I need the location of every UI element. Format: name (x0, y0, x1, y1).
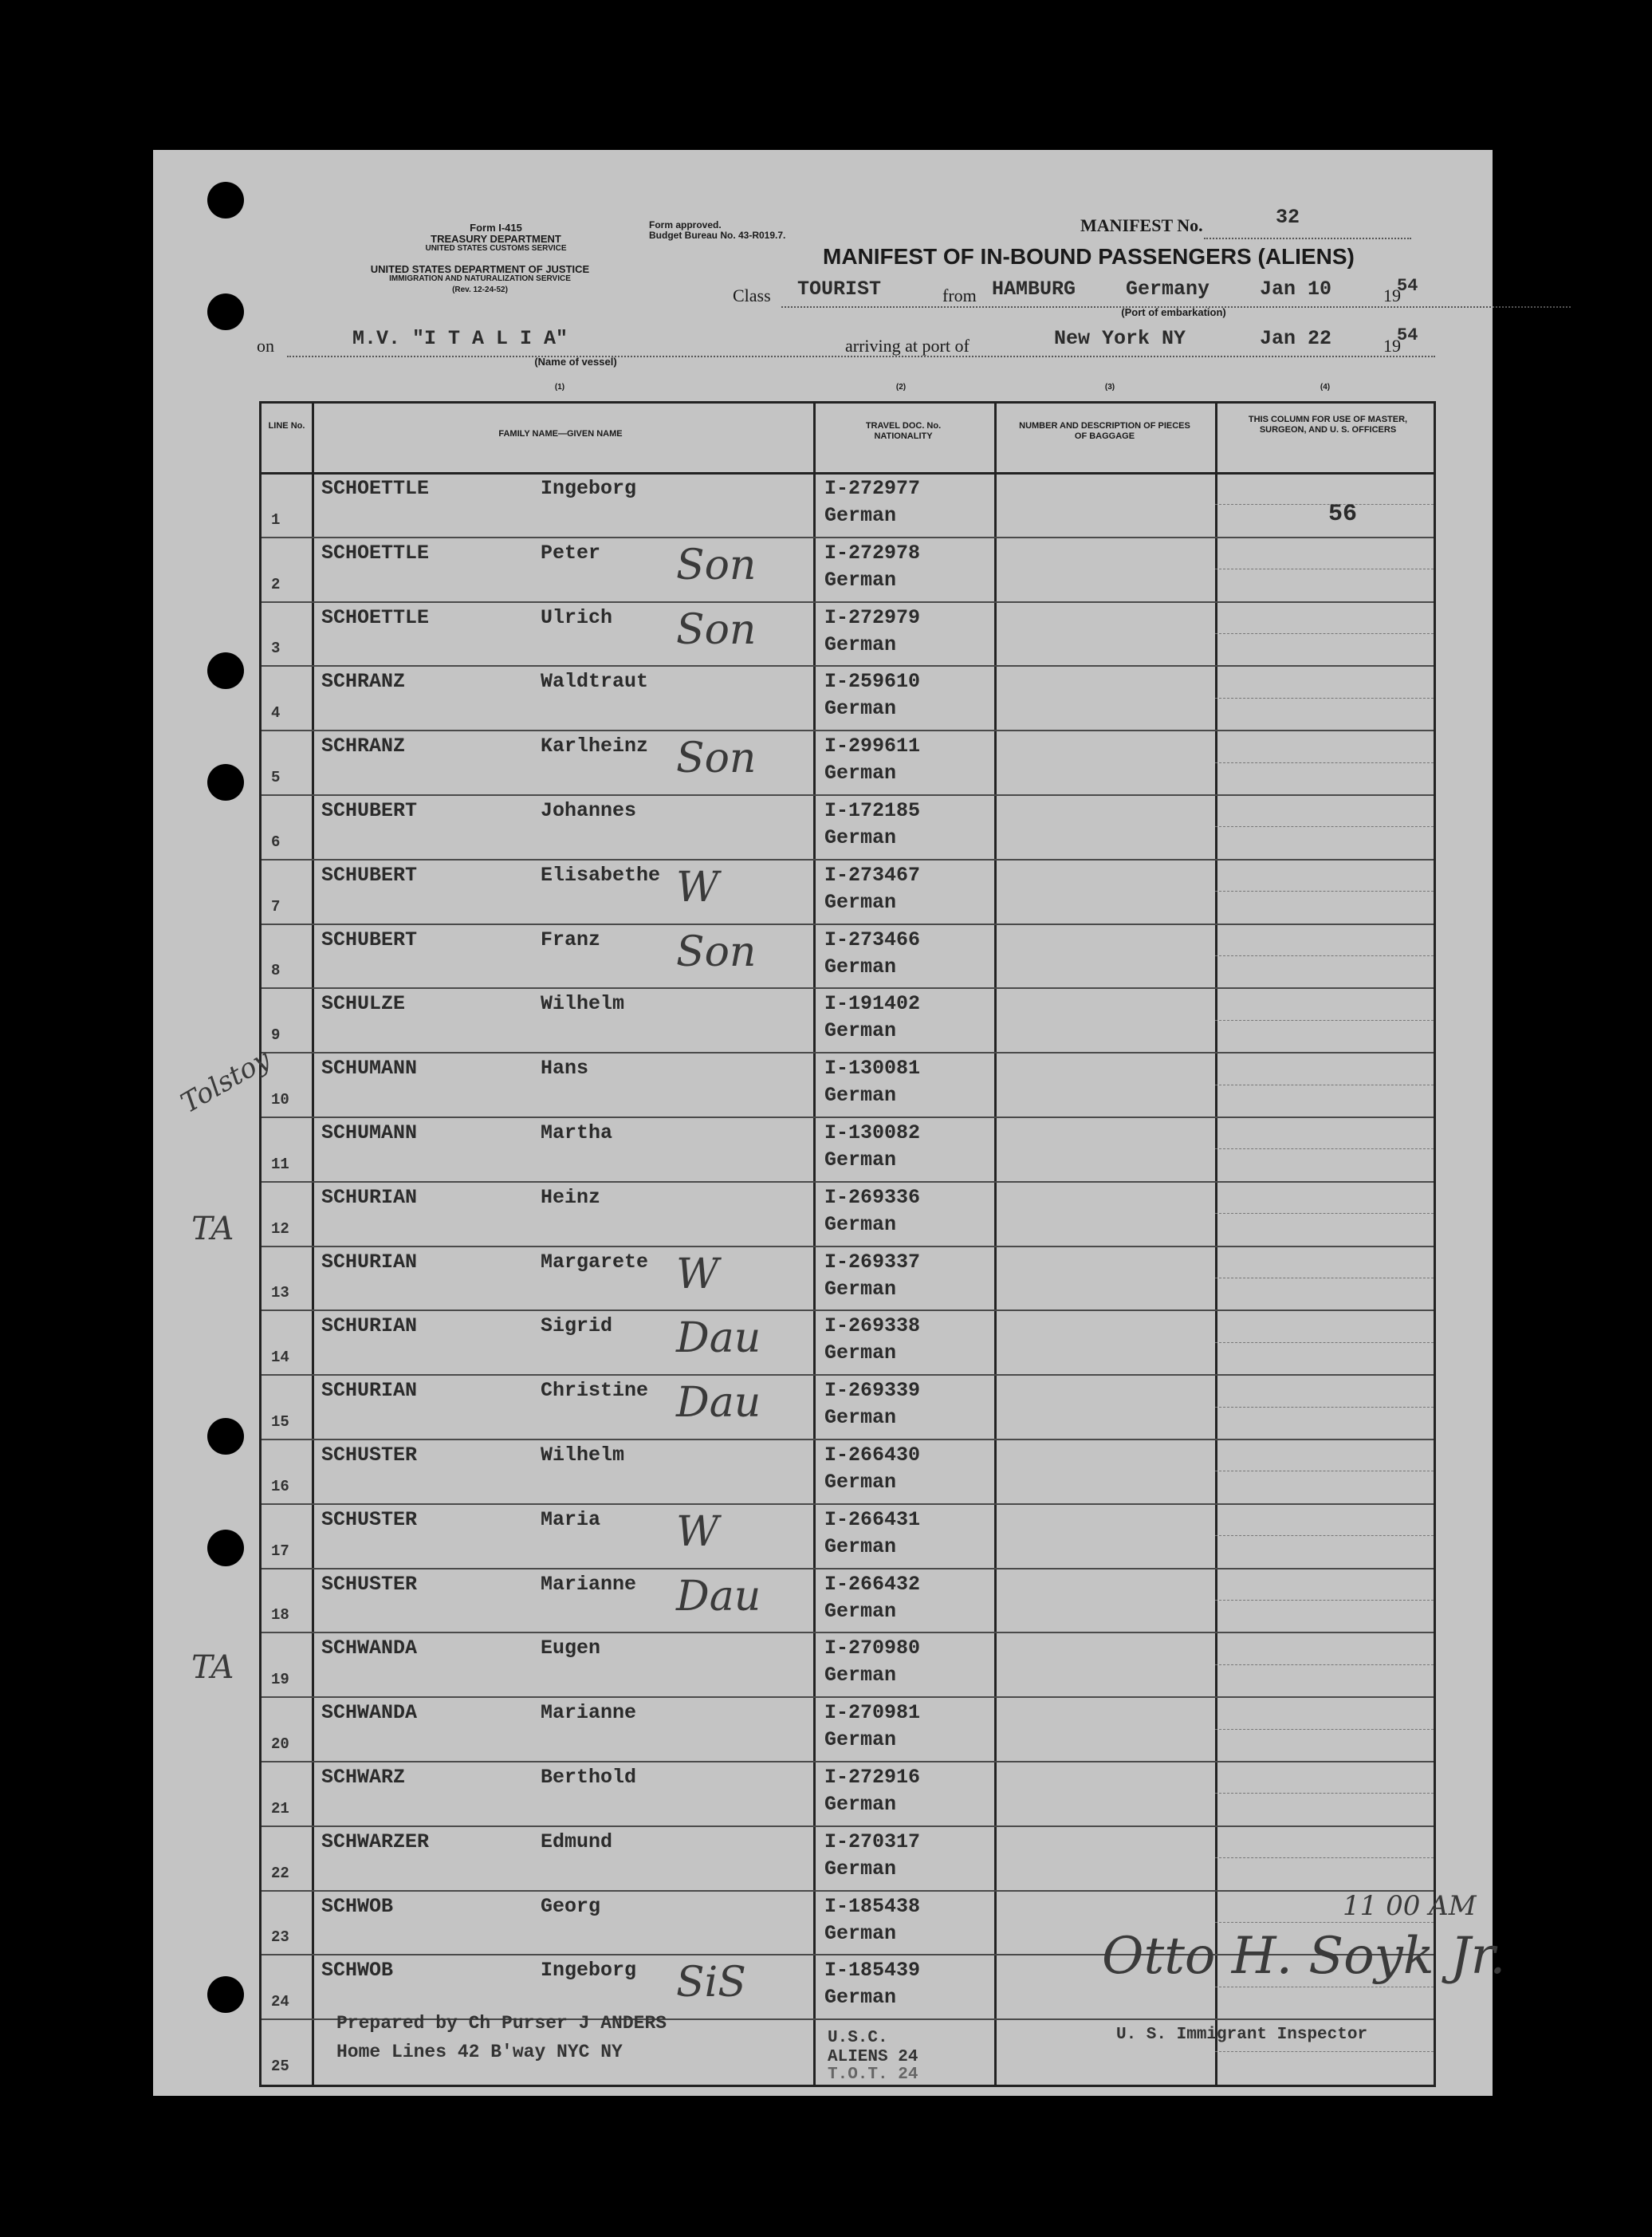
travel-doc-number: I-272978 (824, 541, 921, 565)
nationality: German (824, 1793, 897, 1816)
table-row (262, 1825, 1434, 1890)
travel-doc-number: I-270981 (824, 1701, 921, 1725)
travel-doc-number: I-259610 (824, 670, 921, 694)
nationality: German (824, 1986, 897, 2010)
given-name: Johannes (541, 799, 637, 822)
family-name: SCHURIAN (321, 1185, 418, 1209)
manifest-number: 32 (1276, 206, 1300, 229)
binder-hole (207, 182, 244, 219)
line-number: 25 (271, 2057, 289, 2075)
vessel-caption: (Name of vessel) (534, 356, 617, 368)
officer-subline (1215, 955, 1434, 956)
row-divider (262, 1632, 1434, 1633)
officer-subline (1215, 1535, 1434, 1536)
line-number: 16 (271, 1477, 289, 1495)
nationality: German (824, 1534, 897, 1558)
binder-hole (207, 1530, 244, 1566)
col-num-3: (3) (1104, 383, 1115, 392)
nationality: German (824, 1728, 897, 1752)
arrival-port: New York NY (1054, 327, 1186, 350)
time-mark: 11 00 AM (1343, 1890, 1477, 1922)
vessel-name: M.V. "I T A L I A" (352, 327, 568, 350)
row-divider (262, 1568, 1434, 1569)
form-approved: Form approved. (649, 219, 722, 230)
nationality: German (824, 1212, 897, 1236)
relationship-note: Son (676, 927, 757, 976)
officer-subline (1215, 826, 1434, 827)
aliens-count: ALIENS 24 (828, 2048, 918, 2066)
relationship-note: W (676, 1507, 719, 1556)
table-row (262, 730, 1434, 794)
binder-hole (207, 1976, 244, 2013)
travel-doc-number: I-266430 (824, 1443, 921, 1467)
arrival-date: Jan 22 (1260, 327, 1332, 350)
table-row (262, 1696, 1434, 1761)
given-name: Hans (541, 1057, 589, 1081)
ins-service: IMMIGRATION AND NATURALIZATION SERVICE (389, 274, 571, 283)
nationality: German (824, 1084, 897, 1108)
family-name: SCHOETTLE (321, 605, 430, 629)
table-row (262, 1439, 1434, 1503)
row-divider (262, 1696, 1434, 1698)
family-name: SCHUBERT (321, 799, 418, 822)
line-number: 21 (271, 1799, 289, 1818)
family-name: SCHUMANN (321, 1057, 418, 1081)
table-row (262, 1503, 1434, 1568)
travel-doc-number: I-185438 (824, 1894, 921, 1918)
manifest-no-line (1204, 238, 1411, 239)
line-number: 7 (271, 897, 281, 916)
travel-doc-number: I-272979 (824, 605, 921, 629)
family-name: SCHWARZER (321, 1829, 430, 1853)
given-name: Ulrich (541, 605, 613, 629)
line-number: 12 (271, 1219, 289, 1238)
travel-doc-number: I-172185 (824, 799, 921, 822)
table-row (262, 924, 1434, 988)
col-num-2: (2) (895, 383, 907, 392)
row-divider (262, 1503, 1434, 1505)
manifest-title: MANIFEST OF IN-BOUND PASSENGERS (ALIENS) (823, 244, 1355, 269)
line-number: 23 (271, 1928, 289, 1947)
officer-subline (1215, 1729, 1434, 1730)
col-header-travel-doc: TRAVEL DOC. No. NATIONALITY (865, 421, 942, 441)
given-name: Maria (541, 1507, 601, 1531)
table-row (262, 794, 1434, 859)
line-number: 13 (271, 1284, 289, 1302)
table-row (262, 1568, 1434, 1632)
revision-date: (Rev. 12-24-52) (452, 286, 508, 294)
travel-doc-number: I-272977 (824, 477, 921, 500)
form-number: Form I-415 (470, 222, 522, 234)
travel-doc-number: I-266431 (824, 1507, 921, 1531)
tot-count: T.O.T. 24 (828, 2066, 918, 2084)
line-number: 19 (271, 1671, 289, 1689)
travel-doc-number: I-269338 (824, 1314, 921, 1338)
officer-subline (1215, 504, 1434, 505)
table-row (262, 472, 1434, 537)
given-name: Margarete (541, 1250, 649, 1274)
row-divider (262, 1439, 1434, 1440)
travel-doc-number: I-273466 (824, 927, 921, 951)
travel-doc-number: I-273467 (824, 863, 921, 887)
relationship-note: W (676, 863, 719, 912)
line-number: 17 (271, 1542, 289, 1560)
col-num-4: (4) (1320, 383, 1331, 392)
table-row (262, 859, 1434, 924)
embark-port: HAMBURG (992, 278, 1076, 301)
col-header-baggage: NUMBER AND DESCRIPTION OF PIECES OF BAGGAGE (1019, 421, 1190, 441)
table-row (262, 1632, 1434, 1696)
given-name: Elisabethe (541, 863, 661, 887)
family-name: SCHWOB (321, 1894, 394, 1918)
table-row (262, 1181, 1434, 1246)
relationship-note: Son (676, 541, 757, 589)
travel-doc-number: I-272916 (824, 1766, 921, 1789)
relationship-note: Dau (676, 1314, 761, 1363)
row-divider (262, 1246, 1434, 1247)
customs-service: UNITED STATES CUSTOMS SERVICE (425, 244, 567, 253)
given-name: Christine (541, 1379, 649, 1403)
given-name: Sigrid (541, 1314, 613, 1338)
budget-bureau: Budget Bureau No. 43-R019.7. (649, 230, 786, 241)
nationality: German (824, 762, 897, 786)
travel-doc-number: I-269336 (824, 1185, 921, 1209)
travel-doc-number: I-130082 (824, 1121, 921, 1144)
line-number: 3 (271, 640, 281, 658)
embark-caption: (Port of embarkation) (1121, 306, 1226, 318)
given-name: Wilhelm (541, 1443, 625, 1467)
row-divider (262, 924, 1434, 925)
given-name: Martha (541, 1121, 613, 1144)
officer-count: 56 (1328, 501, 1358, 528)
line-number: 10 (271, 1090, 289, 1109)
relationship-note: Son (676, 605, 757, 654)
nationality: German (824, 1341, 897, 1365)
table-row (262, 1117, 1434, 1181)
table-row (262, 1310, 1434, 1374)
line-number: 15 (271, 1412, 289, 1431)
col-header-line-no: LINE No. (268, 421, 305, 431)
row-divider (262, 1374, 1434, 1376)
line-number: 4 (271, 704, 281, 723)
officer-subline (1215, 1857, 1434, 1858)
family-name: SCHOETTLE (321, 541, 430, 565)
binder-hole (207, 764, 244, 801)
given-name: Marianne (541, 1701, 637, 1725)
passenger-table (259, 401, 1436, 2087)
line-number: 8 (271, 962, 281, 980)
given-name: Eugen (541, 1636, 601, 1660)
given-name: Georg (541, 1894, 601, 1918)
table-row (262, 1052, 1434, 1117)
margin-note-tolstoy: Tolstoy (175, 1043, 276, 1120)
officer-subline (1215, 1664, 1434, 1665)
given-name: Berthold (541, 1766, 637, 1789)
travel-doc-number: I-269337 (824, 1250, 921, 1274)
line-number: 5 (271, 768, 281, 786)
travel-doc-number: I-270317 (824, 1829, 921, 1853)
row-divider (262, 1761, 1434, 1762)
given-name: Karlheinz (541, 735, 649, 758)
row-divider (262, 537, 1434, 538)
usc-mark: U.S.C. (828, 2029, 888, 2047)
nationality: German (824, 1921, 897, 1945)
officer-subline (1215, 762, 1434, 763)
relationship-note: Dau (676, 1572, 761, 1621)
binder-hole (207, 652, 244, 689)
travel-doc-number: I-270980 (824, 1636, 921, 1660)
col-header-officers: THIS COLUMN FOR USE OF MASTER, SURGEON, AND U. S. OFFICERS (1248, 415, 1408, 435)
row-divider (262, 1117, 1434, 1118)
margin-note-ta: TA (191, 1211, 234, 1247)
row-divider (262, 601, 1434, 603)
travel-doc-number: I-299611 (824, 735, 921, 758)
family-name: SCHUSTER (321, 1507, 418, 1531)
justice-dept: UNITED STATES DEPARTMENT OF JUSTICE (370, 263, 590, 275)
family-name: SCHUSTER (321, 1572, 418, 1596)
relationship-note: Son (676, 735, 757, 783)
travel-doc-number: I-130081 (824, 1057, 921, 1081)
given-name: Wilhelm (541, 992, 625, 1016)
binder-hole (207, 1418, 244, 1455)
family-name: SCHWANDA (321, 1636, 418, 1660)
officer-subline (1215, 2051, 1434, 2052)
line-number: 6 (271, 833, 281, 851)
officer-subline (1215, 1148, 1434, 1149)
family-name: SCHWARZ (321, 1766, 406, 1789)
manifest-page (153, 150, 1506, 2096)
given-name: Ingeborg (541, 1959, 637, 1983)
travel-doc-number: I-185439 (824, 1959, 921, 1983)
table-row (262, 537, 1434, 601)
given-name: Peter (541, 541, 601, 565)
table-row (262, 987, 1434, 1052)
family-name: SCHULZE (321, 992, 406, 1016)
nationality: German (824, 1599, 897, 1623)
family-name: SCHRANZ (321, 735, 406, 758)
family-name: SCHUBERT (321, 927, 418, 951)
row-divider (262, 730, 1434, 731)
row-divider (262, 1181, 1434, 1183)
line-number: 9 (271, 1026, 281, 1045)
relationship-note: SiS (676, 1959, 746, 2007)
officer-subline (1215, 891, 1434, 892)
embark-country: Germany (1126, 278, 1210, 301)
manifest-no-label: MANIFEST No. (1080, 215, 1203, 235)
line-number: 18 (271, 1606, 289, 1625)
travel-doc-number: I-191402 (824, 992, 921, 1016)
given-name: Franz (541, 927, 601, 951)
line-number: 11 (271, 1155, 289, 1173)
family-name: SCHURIAN (321, 1379, 418, 1403)
nationality: German (824, 697, 897, 721)
officer-subline (1215, 1922, 1434, 1923)
nationality: German (824, 1471, 897, 1494)
officer-subline (1215, 1600, 1434, 1601)
nationality: German (824, 1857, 897, 1881)
col-num-1: (1) (554, 383, 565, 392)
line-number: 24 (271, 1993, 289, 2011)
family-name: SCHUSTER (321, 1443, 418, 1467)
nationality: German (824, 504, 897, 527)
given-name: Marianne (541, 1572, 637, 1596)
arrival-year-prefix: 19 (1383, 336, 1401, 356)
table-row (262, 601, 1434, 666)
travel-doc-number: I-266432 (824, 1572, 921, 1596)
family-name: SCHWOB (321, 1959, 394, 1983)
col-header-name: FAMILY NAME—GIVEN NAME (498, 429, 623, 439)
relationship-note: W (676, 1250, 719, 1298)
row-divider (262, 859, 1434, 861)
officer-subline (1215, 1793, 1434, 1794)
inspector-signature: Otto H. Soyk Jr. (1102, 1927, 1506, 1986)
class-value: TOURIST (797, 278, 882, 301)
family-name: SCHUMANN (321, 1121, 418, 1144)
nationality: German (824, 568, 897, 592)
nationality: German (824, 826, 897, 849)
table-row (262, 665, 1434, 730)
margin-note-ta: TA (191, 1649, 234, 1686)
given-name: Waldtraut (541, 670, 649, 694)
family-name: SCHWANDA (321, 1701, 418, 1725)
family-name: SCHURIAN (321, 1250, 418, 1274)
nationality: German (824, 632, 897, 656)
nationality: German (824, 890, 897, 914)
officer-subline (1215, 1342, 1434, 1343)
travel-doc-number: I-269339 (824, 1379, 921, 1403)
table-row (262, 1761, 1434, 1825)
given-name: Edmund (541, 1829, 613, 1853)
nationality: German (824, 1148, 897, 1172)
treasury-dept: TREASURY DEPARTMENT (431, 233, 561, 245)
table-row (262, 1374, 1434, 1439)
year-prefix: 19 (1383, 286, 1401, 305)
family-name: SCHRANZ (321, 670, 406, 694)
row-divider (262, 1890, 1434, 1892)
prepared-by: Prepared by Ch Purser J ANDERS (336, 2013, 667, 2034)
embark-year: 54 (1397, 276, 1418, 296)
nationality: German (824, 1664, 897, 1688)
officer-subline (1215, 1020, 1434, 1021)
arrival-year: 54 (1397, 325, 1418, 345)
table-row (262, 1246, 1434, 1310)
line-number: 1 (271, 510, 281, 529)
officer-subline (1215, 1407, 1434, 1408)
given-name: Heinz (541, 1185, 601, 1209)
officer-subline (1215, 698, 1434, 699)
row-divider (262, 1310, 1434, 1311)
arriving-label: arriving at port of (845, 336, 970, 356)
family-name: SCHURIAN (321, 1314, 418, 1338)
officer-subline (1215, 1213, 1434, 1214)
nationality: German (824, 1406, 897, 1430)
line-number: 20 (271, 1735, 289, 1753)
nationality: German (824, 1277, 897, 1301)
row-divider (262, 1052, 1434, 1054)
on-label: on (257, 336, 274, 356)
row-divider (262, 987, 1434, 989)
from-label: from (942, 286, 977, 305)
class-label: Class (733, 286, 771, 305)
row-divider (262, 794, 1434, 796)
row-divider (262, 1825, 1434, 1827)
given-name: Ingeborg (541, 477, 637, 500)
row-divider (262, 665, 1434, 667)
line-number: 14 (271, 1349, 289, 1367)
embark-date: Jan 10 (1260, 278, 1332, 301)
relationship-note: Dau (676, 1379, 761, 1428)
officer-subline (1215, 633, 1434, 634)
family-name: SCHUBERT (321, 863, 418, 887)
nationality: German (824, 1019, 897, 1043)
line-number: 2 (271, 575, 281, 593)
nationality: German (824, 955, 897, 979)
prepared-address: Home Lines 42 B'way NYC NY (336, 2042, 623, 2062)
line-number: 22 (271, 1864, 289, 1882)
binder-hole (207, 293, 244, 330)
inspector-title: U. S. Immigrant Inspector (1116, 2026, 1368, 2044)
family-name: SCHOETTLE (321, 477, 430, 500)
